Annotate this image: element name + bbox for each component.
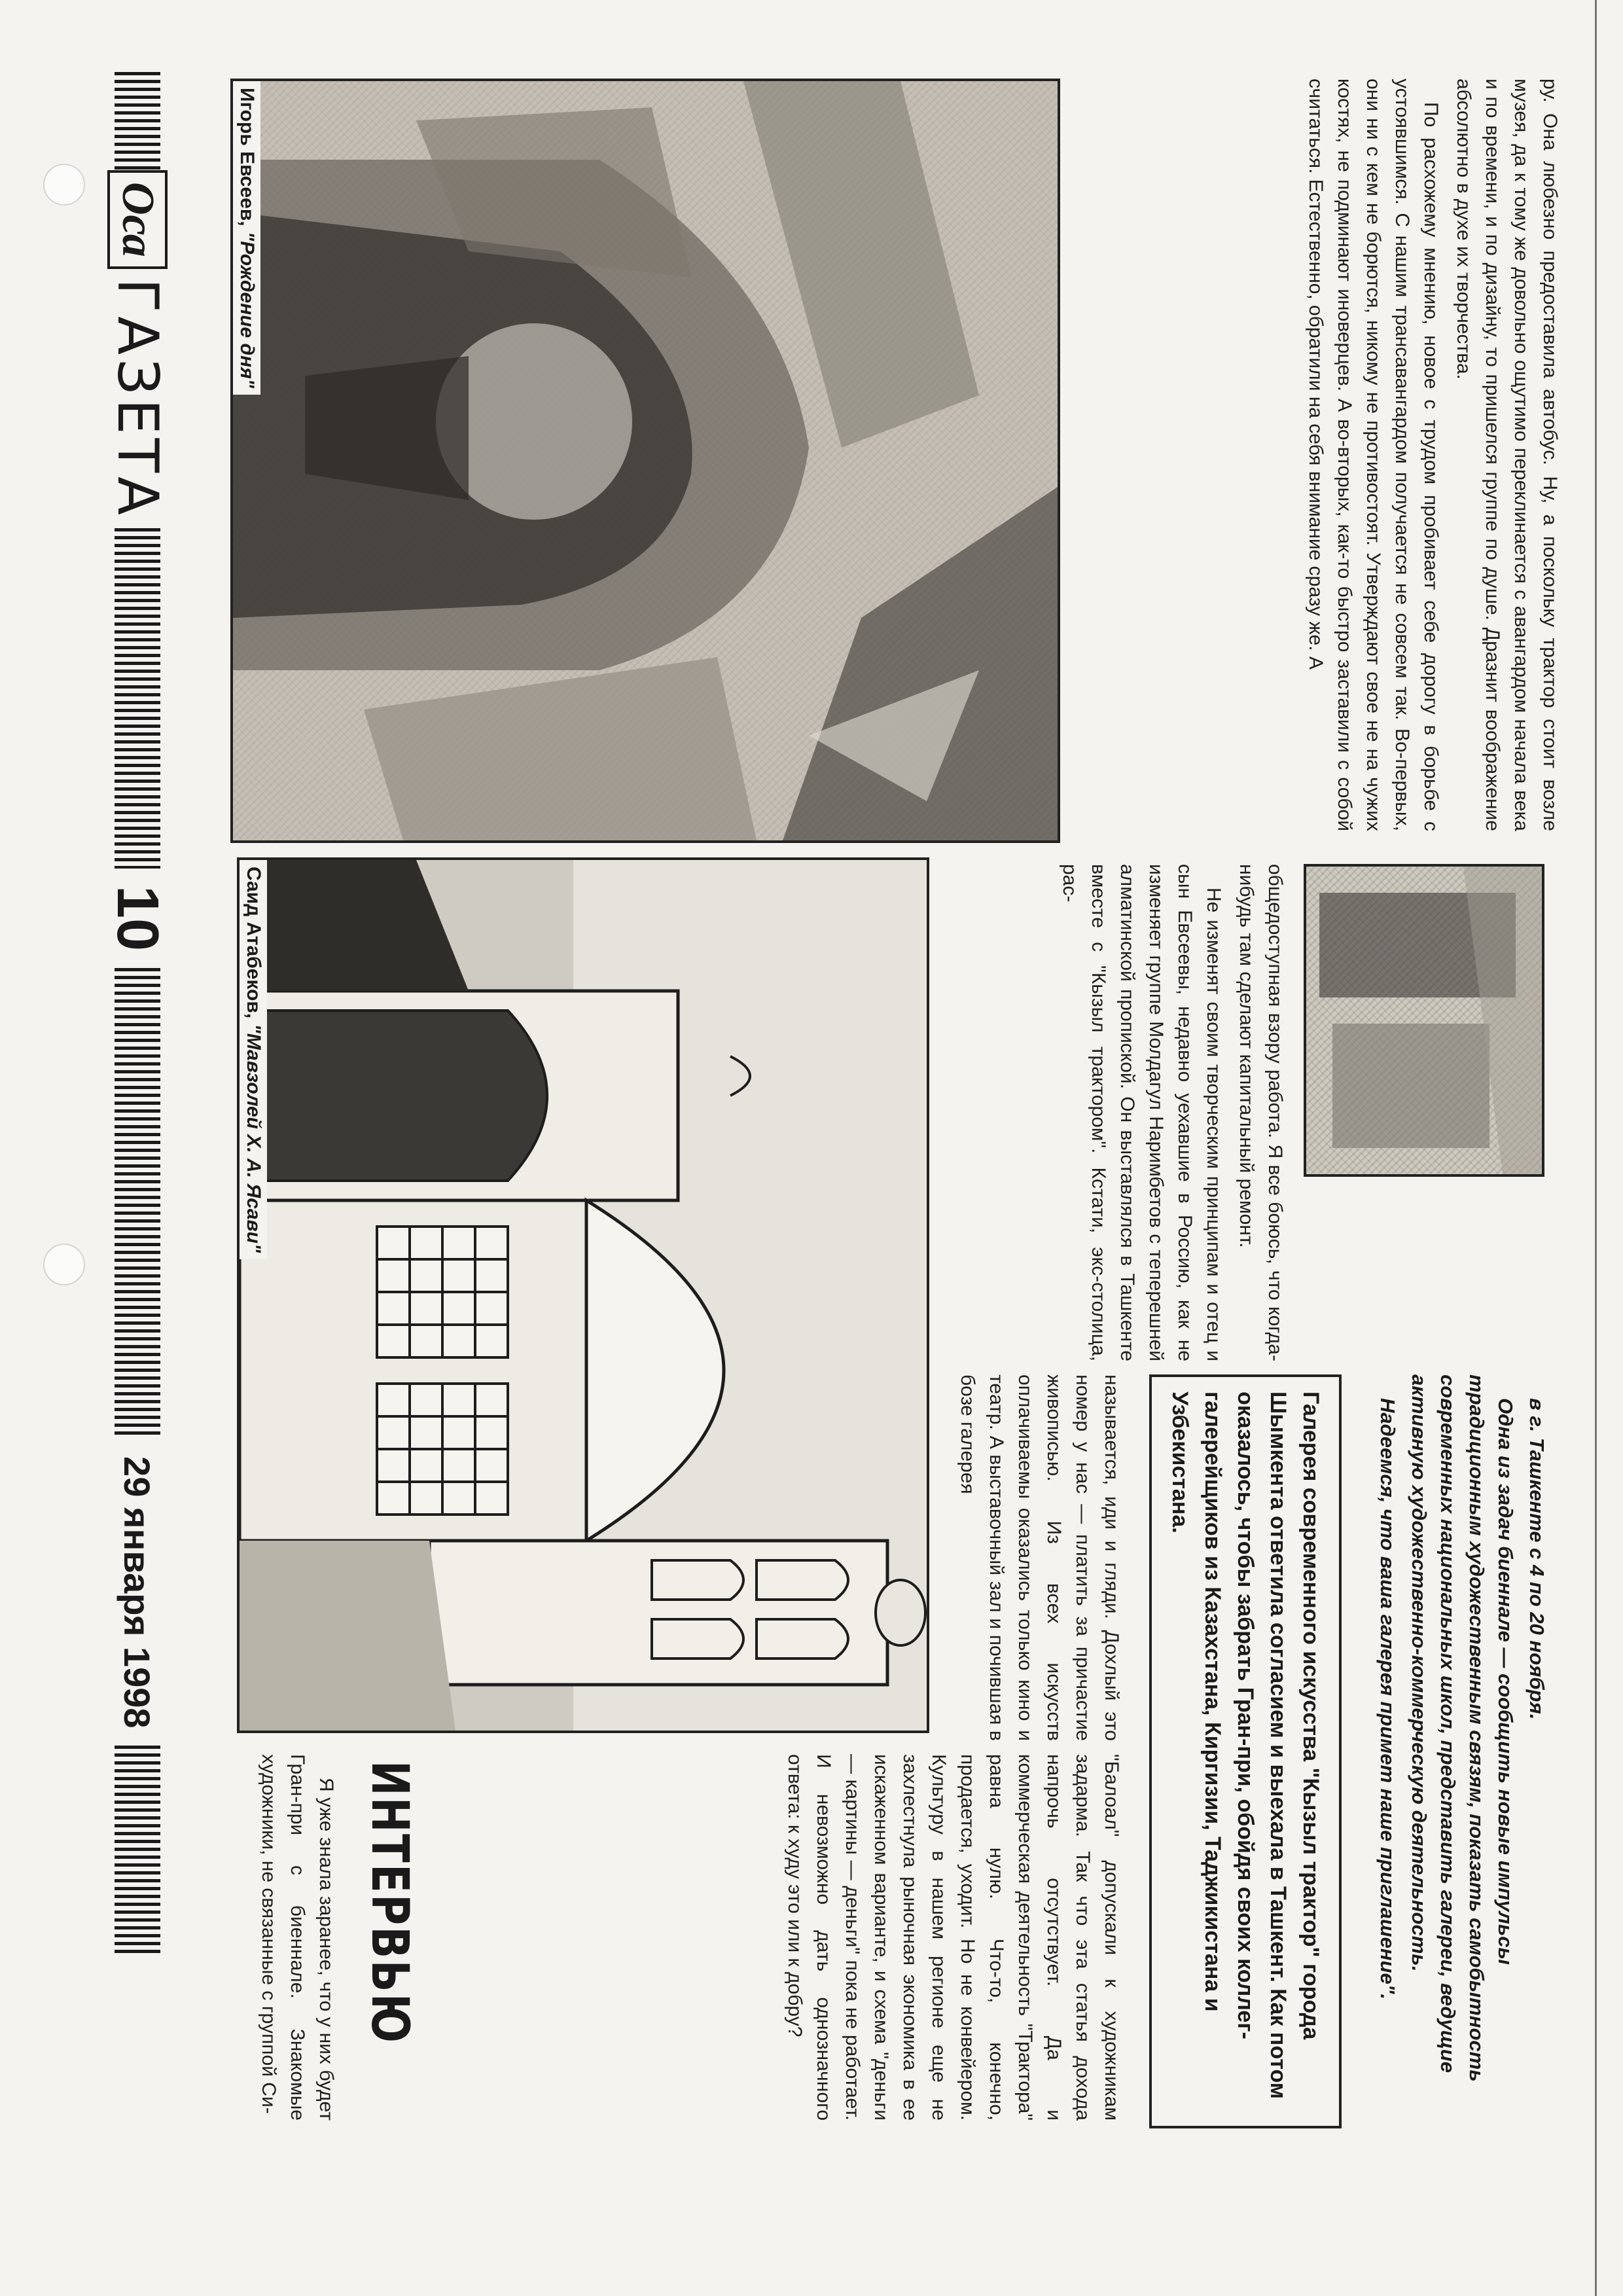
interview-column <box>250 1754 340 2121</box>
invitation-text <box>1370 1374 1551 2108</box>
article-column-right-top <box>949 1374 1126 1741</box>
gallery-highlight-text: Галерея современного искусства "Кызыл трактор" города Шымкента ответила согласием и выехала в Ташкент. Как потом оказалось, чтобы забрать Гран-при, обойдя своих коллег-галерейщиков из Казахстана, Киргизии, Таджикистана и Узбекистана. <box>1168 1391 1323 2099</box>
invitation-paragraph: Надеемся, что ваша галерея примет наше приглашение". <box>1376 1398 1399 2000</box>
punch-hole <box>43 1244 85 1285</box>
photo-small-top <box>1304 864 1544 1177</box>
paragraph: По расхожему мнению, новое с трудом пробивает себе дорогу в борьбе с устоявшимся. С нашим трансавангардом получается не совсем так. Во-первых, они ни с кем не борются, никому не противостоят. Утверждают свое не на чужих костях, не подминают иноверцев. А во-вторых, как-то быстро заставили с собой считаться. Естественно, обратили на себя внимание сразу же. А <box>1305 79 1442 831</box>
issue-date: 29 января 1998 <box>116 1456 158 1729</box>
caption-photo-right <box>240 860 267 1259</box>
gallery-highlight-box <box>1149 1374 1342 2128</box>
paragraph: Я уже знала заранее, что у них будет Гран-при с биеннале. Знакомые художники, не связанные с группой Си- <box>258 1754 337 2121</box>
page-number: 10 <box>105 885 171 952</box>
photo-mausoleum <box>237 857 929 1733</box>
page-footer <box>98 0 177 2296</box>
top-rule <box>1595 0 1597 2296</box>
caption-title: "Рождение дня" <box>236 231 258 389</box>
invitation-line-top: в г. Ташкенте с 4 по 20 ноября. <box>1525 1398 1548 1720</box>
footer-bars-mid <box>115 528 160 869</box>
interview-heading: ИНТЕРВЬЮ <box>360 1761 419 2045</box>
caption-title: "Мавзолей Х. А. Ясави" <box>243 1024 264 1253</box>
caption-author: Игорь Евсеев, <box>236 88 258 226</box>
caption-photo-left <box>233 81 260 395</box>
photo-birth-of-day <box>230 79 1060 843</box>
mausoleum-drawing-illustration <box>240 860 927 1731</box>
small-photo-illustration <box>1306 867 1542 1174</box>
masthead <box>105 170 170 528</box>
abstract-painting-illustration <box>233 81 1058 840</box>
article-column-left <box>1297 79 1564 831</box>
article-column-middle <box>1051 864 1289 1361</box>
footer-bars-left <box>115 72 160 170</box>
paragraph: общедоступная взору работа. Я все боюсь, что когда-нибудь там сделают капитальный ремонт. <box>1236 864 1286 1361</box>
paragraph: "Балоал" допускали к художникам задарма. Так что эта статья дохода напрочь отсутствует. Да и коммерческая деятельность "Трактора" равна нулю. Что-то, конечно, продается, уходит. Но не конвейером. Культуру в нашем регионе еще не захлестнула рыночная экономика в ее искаженном варианте, и схема "деньги — картины — деньги" пока не работает. И невозможно дать однозначного ответа: к худу это или к добру? <box>784 1754 1122 2121</box>
paragraph: Не изменят своим творческим принципам и отец и сын Евсеевы, недавно уехавшие в Россию, как не изменяет группе Молдагул Наримбетов с теперешней алматинской пропиской. Он выставлялся в Ташкенте вместе с "Кызыл трактором". Кстати, экс-столица, рас- <box>1059 864 1224 1361</box>
article-column-right <box>776 1754 1126 2121</box>
footer-bars-right <box>115 1746 160 1955</box>
footer-bars-mid2 <box>115 968 160 1439</box>
masthead-logo: Оса <box>107 170 168 269</box>
invitation-paragraph: Одна из задач биеннале — сообщить новые импульсы традиционным художественным связям, показать самобытность современных национальных школ, представить галереи, ведущие активную художественно-коммерческую деятельность. <box>1408 1374 1517 2082</box>
paragraph: ру. Она любезно предоставила автобус. Ну, а поскольку трактор стоит возле музея, да к тому же довольно ощутимо переклинается с авангардом начала века и по времени, и по дизайну, то пришелся группе по душе. Дразнит воображение абсолютно в духе их творчества. <box>1453 79 1561 831</box>
paragraph: называется, иди и гляди. Дохлый это номер у нас — платить за причастие живописью. Из всех искусств оплачиваемы оказались только кино и театр. А выставочный зал и почившая в бозе галерея <box>957 1374 1122 1741</box>
caption-author: Саид Атабеков, <box>243 867 264 1019</box>
punch-hole <box>43 164 85 206</box>
masthead-name: ГАЗЕТА <box>105 278 170 519</box>
